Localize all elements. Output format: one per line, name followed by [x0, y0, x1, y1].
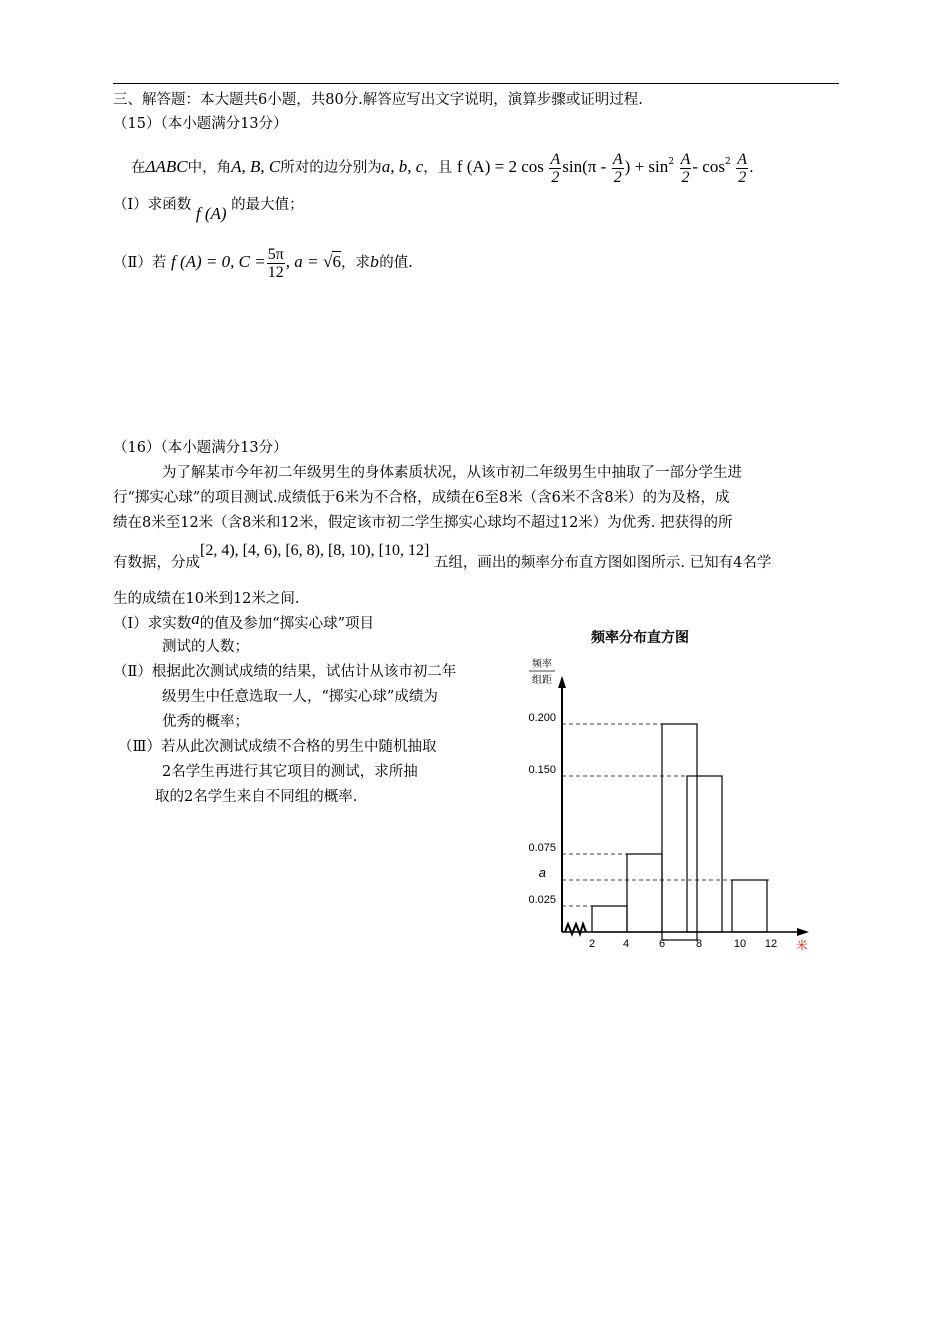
q16-para-line4 [113, 538, 772, 571]
q16-para-line3: 绩在8米至12米（含8米和12米，假定该市初二学生掷实心球均不超过12米）为优秀. 把获得的所 [113, 515, 733, 531]
y-tick-label: 0.150 [528, 764, 556, 776]
sides: a, b, c [381, 157, 424, 176]
q15-part1-label: （Ⅰ）求函数 [113, 197, 192, 213]
x-tick-label: 10 [733, 938, 747, 950]
x-tick-label: 2 [588, 938, 596, 950]
q16-para-line5: 生的成绩在10米到12米之间. [113, 591, 300, 607]
fraction-a-over-2: $\frac{A}{2}$ [737, 150, 748, 186]
q16-para-line4-suffix: 五组，画出的频率分布直方图如图所示. 已知有4名学 [433, 555, 772, 571]
q15-part2 [113, 240, 413, 285]
q16-p2-line2: 级男生中任意选取一人，“掷实心球”成绩为 [162, 689, 438, 705]
y-tick-label: 0.025 [528, 894, 556, 906]
y-tick-label: 0.075 [528, 842, 556, 854]
y-tick-label: 0.200 [528, 712, 556, 724]
q15-part1 [113, 192, 304, 223]
q15-stem [131, 140, 754, 190]
x-tick-label: 6 [658, 938, 666, 950]
q16-para-line4-prefix: 有数据，分成 [113, 555, 200, 571]
var-b: b [369, 255, 380, 271]
fraction-a-over-2: $\frac{A}{2}$ [612, 150, 623, 186]
x-axis-label: 米 [796, 940, 808, 952]
formula-close: ) + sin [624, 157, 669, 176]
q15-part2-cond1: f (A) = 0, C = [170, 252, 266, 271]
q16-p3-line1: （Ⅲ）若从此次测试成绩不合格的男生中随机抽取 [118, 739, 437, 755]
top-rule [113, 83, 839, 84]
q15-stem-mid2: 所对的边分别为 [280, 160, 382, 176]
q15-stem-mid3: ，且 [423, 160, 453, 176]
q16-p3-line2: 2名学生再进行其它项目的测试，求所抽 [162, 764, 418, 780]
q15-part2-suffix: ，求 [340, 255, 370, 271]
q15-stem-mid1: 中，角 [187, 160, 232, 176]
exponent-2: 2 [724, 157, 731, 167]
chart-title: 频率分布直方图 [591, 629, 689, 645]
period: . [749, 160, 754, 176]
exponent-2: 2 [668, 157, 674, 167]
x-tick-label: 4 [622, 938, 630, 950]
y-label-bottom: 组距 [532, 675, 552, 686]
x-axis-arrow [797, 928, 809, 936]
formula-lhs: f (A) = 2 cos [456, 157, 544, 176]
q15-part2-end: 的值. [379, 255, 413, 271]
fraction-a-over-2: $\frac{A}{2}$ [550, 150, 561, 186]
angles: A, B, C [231, 157, 281, 176]
fraction-a-over-2: $\frac{A}{2}$ [680, 150, 691, 186]
histogram-bar [732, 880, 767, 932]
q15-part1-suffix: 的最大值； [231, 197, 304, 213]
q16-p1-line2: 测试的人数； [162, 639, 249, 655]
x-tick-label: 12 [764, 938, 778, 950]
y-label-top: 频率 [532, 659, 552, 670]
sqrt-value: 6 [332, 252, 341, 271]
fraction-5pi-over-12: $\frac{5\pi}{12}$ [267, 245, 284, 281]
y-tick-label: a [538, 865, 546, 880]
q16-part1 [113, 609, 375, 634]
q16-para-line1: 为了解某市今年初二年级男生的身体素质状况，从该市初二年级男生中抽取了一部分学生进 [162, 465, 742, 481]
q16-p1-var: a [191, 609, 200, 628]
q15-stem-prefix: 在 [131, 160, 146, 176]
x-tick-label: 8 [695, 938, 703, 950]
q15-part2-cond2: , a = [285, 252, 319, 271]
q16-p1-suffix: 的值及参加“掷实心球”项目 [199, 616, 375, 632]
histogram-bar [592, 906, 627, 932]
q16-p3-line3: 取的2名学生来自不同组的概率. [155, 789, 358, 805]
y-axis-arrow [558, 676, 566, 688]
formula-minus: - cos [692, 157, 725, 176]
histogram-bar [687, 776, 722, 932]
q15-header: （15）（本小题满分13分） [113, 116, 288, 132]
q16-p2-line3: 优秀的概率； [162, 714, 249, 730]
q16-p2-line1: （Ⅱ）根据此次测试成绩的结果，试估计从该市初二年 [113, 664, 457, 680]
histogram-bar [662, 724, 697, 940]
q15-part1-func: f (A) [195, 204, 227, 223]
q16-p1-label: （Ⅰ）求实数 [113, 616, 192, 632]
intervals: [2, 4), [4, 6), [6, 8), [8, 10), [10, 12] [200, 542, 430, 559]
q16-header: （16）（本小题满分13分） [113, 440, 288, 456]
sqrt-sign: √6 [323, 252, 341, 271]
formula-sin: sin(π - [562, 157, 607, 176]
histogram-bar [627, 854, 662, 932]
triangle-symbol: ΔABC [145, 157, 188, 176]
q16-para-line2: 行“掷实心球”的项目测试.成绩低于6米为不合格，成绩在6至8米（含6米不含8米）的为及格，成 [113, 490, 730, 506]
frequency-histogram [505, 620, 825, 960]
section-header: 三、解答题：本大题共6小题，共80分.解答应写出文字说明，演算步骤或证明过程. [113, 92, 643, 108]
q15-part2-label: （Ⅱ）若 [113, 255, 167, 271]
